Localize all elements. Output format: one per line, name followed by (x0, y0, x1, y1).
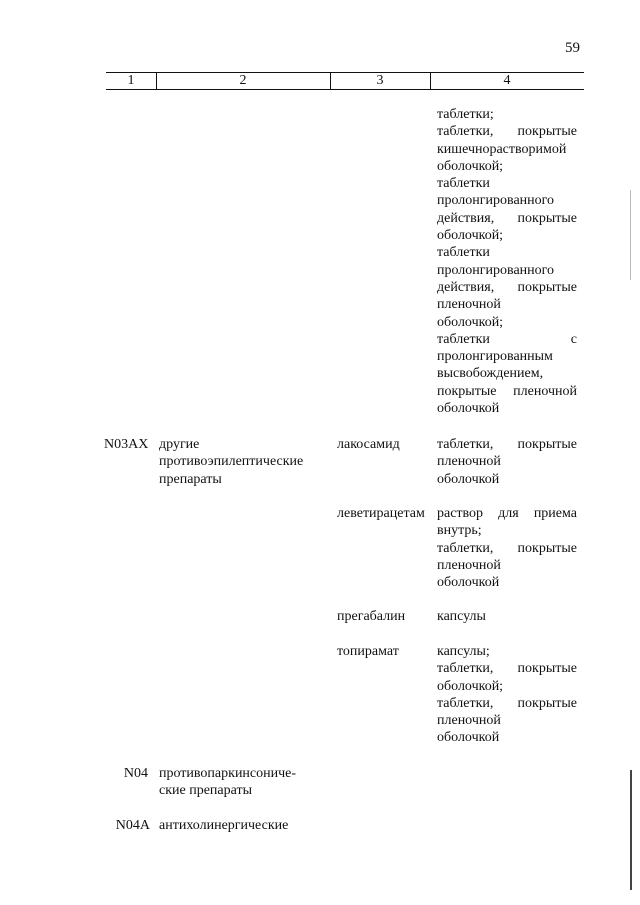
page-number: 59 (565, 40, 580, 56)
form-line: таблетки (437, 245, 490, 261)
dosage-forms-cell (437, 505, 577, 591)
group-name-cell (159, 817, 329, 834)
group-name-line: препараты (159, 471, 222, 487)
form-line: оболочкой (437, 471, 500, 487)
form-line: оболочкой; (437, 678, 504, 694)
form-line: кишечнорастворимой (437, 141, 567, 157)
form-line: таблетки; (437, 107, 494, 122)
form-line: покрытые пленочной (437, 383, 577, 399)
form-line: пленочной (437, 297, 501, 313)
form-line: пролонгированным (437, 349, 553, 365)
group-name-line: антихолинергические (159, 818, 289, 833)
form-line: пролонгированного (437, 262, 555, 278)
form-line: пролонгированного (437, 193, 555, 209)
group-name-line: противопаркинсониче- (159, 766, 297, 781)
drug-name: топирамат (337, 644, 399, 659)
form-line: таблетки (437, 176, 490, 192)
form-line: таблетки, покрытые (437, 695, 577, 711)
group-name-line: ские препараты (159, 783, 253, 799)
form-line: внутрь; (437, 523, 482, 539)
dosage-forms-cell (437, 608, 577, 625)
form-line: таблетки, покрытые (437, 437, 577, 452)
dosage-forms-cell (437, 436, 577, 488)
group-name-line: другие (159, 437, 200, 452)
form-line: раствор для приема (437, 506, 577, 521)
drug-name: леветирацетам (337, 506, 425, 521)
atc-code: N04 (123, 766, 148, 781)
form-line: пленочной (437, 557, 501, 573)
group-name-line: противоэпилептические (159, 454, 304, 470)
form-line: действия, покрытые (437, 279, 577, 295)
form-line: оболочкой; (437, 228, 504, 244)
form-line: высвобождением, (437, 366, 544, 382)
form-line: таблетки с (437, 331, 577, 347)
scan-edge-line (630, 770, 632, 890)
form-line: действия, покрытые (437, 210, 577, 226)
form-line: оболочкой (437, 730, 500, 746)
group-name-cell (159, 765, 329, 800)
dosage-forms-cell (437, 643, 577, 747)
continued-forms-cell (437, 106, 577, 417)
form-line: оболочкой; (437, 314, 504, 330)
drug-name: лакосамид (337, 437, 400, 452)
form-line: таблетки, покрытые (437, 540, 577, 556)
column-header-3: 3 (376, 73, 384, 88)
column-header-4: 4 (503, 73, 511, 88)
scan-edge-line (630, 190, 631, 280)
form-line: оболочкой; (437, 158, 504, 174)
form-line: таблетки, покрытые (437, 661, 577, 677)
group-name-cell (159, 436, 329, 488)
form-line: капсулы (437, 609, 486, 624)
form-line: пленочной (437, 454, 501, 470)
form-line: таблетки, покрытые (437, 124, 577, 140)
table-header-row (106, 72, 584, 90)
form-line: оболочкой (437, 575, 500, 591)
atc-code: N03AX (104, 437, 149, 452)
form-line: оболочкой (437, 401, 500, 417)
form-line: капсулы; (437, 644, 490, 659)
column-header-2: 2 (239, 73, 247, 88)
atc-code: N04A (115, 818, 150, 833)
form-line: пленочной (437, 713, 501, 729)
drug-name: прегабалин (337, 609, 406, 624)
column-header-1: 1 (127, 73, 135, 88)
